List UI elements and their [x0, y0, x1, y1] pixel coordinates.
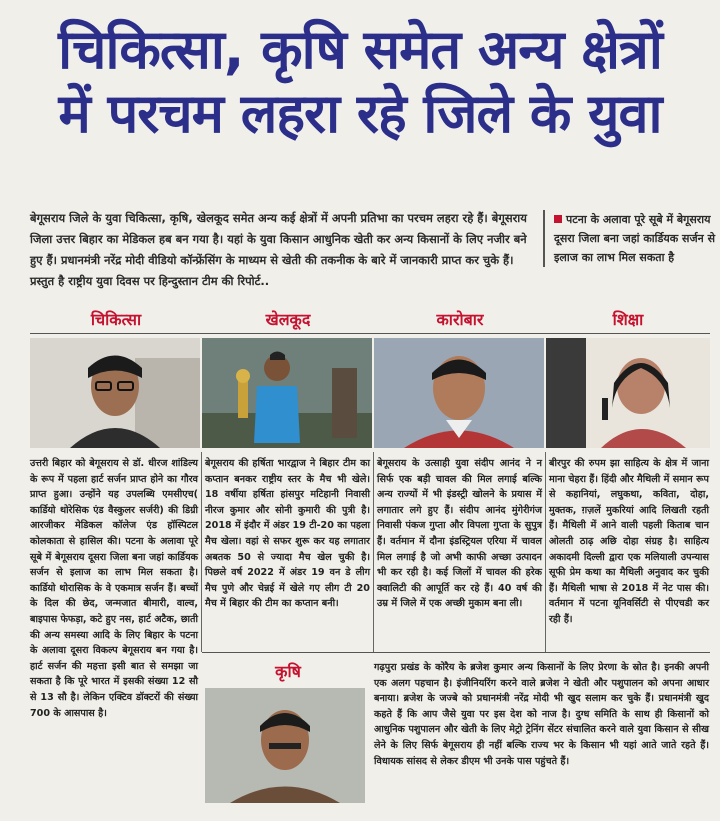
education-photo [546, 338, 710, 448]
sidebar-highlight [543, 210, 720, 267]
business-photo [374, 338, 544, 448]
headline-line-1: चिकित्सा, कृषि समेत अन्य क्षेत्रों [58, 18, 662, 81]
sidebar-highlight-text: पटना के अलावा पूरे सूबे में बेगूसराय दूसरा जिला बना जहां कार्डियक सर्जन से इलाज का लाभ मिल सकता है [554, 213, 716, 264]
agriculture-article: गढ़पुरा प्रखंड के कोरैय के ब्रजेश कुमार अन्य किसानों के लिए प्रेरणा के स्रोत है। इनकी अपनी एक अलग पहचान है। इंजीनियरिंग करने वाले ब्रजेश ने खेती और पशुपालन को अपना आधार बनाया। ब्रजेश के जज्बे को प्रधानमंत्री नरेंद्र मोदी भी खुद सलाम कर चुके हैं। प्रधानमंत्री खुद कहते हैं कि आप जैसे युवा पर इस देश को नाज है। दुग्ध समिति के साथ ही किसानों को आधुनिक पशुपालन और खेती के लिए मेट्रो ट्रेनिंग सेंटर संचालित करने वाले युवा किसान से सीख लेने के लिए सिर्फ बेगूसराय ही नहीं बल्कि राज्य भर के किसान भी यहां आते जाते रहते हैं। विधायक सांसद से लेकर डीएम भी उनके पास पहुंचते हैं। [374, 662, 709, 767]
business-article: बेगूसराय के उत्साही युवा संदीप आनंद ने न सिर्फ एक बड़ी चावल की मिल लगाई बल्कि अन्य राज्यों में भी इंडस्ट्री खोलने के प्रयास में लगातार लगे हुए हैं। संदीप आनंद मुंगेरीगंज निवासी पंकज गुप्ता और विपला गुप्ता के सुपुत्र हैं। वर्तमान में दौना इंडस्ट्रियल एरिया में चावल मिल लगाई है जो अभी काफी अच्छा उत्पादन भी कर रही है। कई जिलों में चावल की हरेक क्वालिटी की आपूर्ति कर रहे हैं। 40 वर्ष की उम्र में जिले में एक अच्छी मुकाम बना ली। [377, 458, 542, 610]
column-divider [373, 452, 374, 652]
sports-article: बेगूसराय की हर्षिता भारद्वाज ने बिहार टीम का कप्तान बनकर राष्ट्रीय स्तर के मैच भी खेले। 18 वर्षीया हर्षिता हांसपुर मटिहानी निवासी नीरज कुमार और सोनी कुमारी की पुत्री है। 2018 में इंदौर में अंडर 19 टी-20 का पहला मैच खेला। वहां से सफर शुरू कर यह लगातार अबतक 50 से ज्यादा मैच खेल चुकी है। पिछले वर्ष 2022 में अंडर 19 वन डे लीग मैच पुणे और चेन्नई में खेले गए लीग टी 20 मैच में बिहार की टीम का कप्तान बनी। [205, 458, 370, 610]
column-divider [545, 452, 546, 652]
section-title-business: कारोबार [436, 310, 484, 329]
section-title-education: शिक्षा [612, 310, 644, 329]
bullet-square-icon [554, 215, 562, 223]
headline [0, 18, 720, 146]
agriculture-photo [205, 688, 365, 803]
medical-photo [30, 338, 200, 448]
sports-photo [202, 338, 372, 448]
medical-article: उत्तरी बिहार को बेगूसराय से डॉ. धीरज शांडिल्य के रूप में पहला हार्ट सर्जन प्राप्त होने का गौरव प्राप्त हुआ। उन्होंने यह उपलब्धि एमसीएच( कार्डियो थोरेसिक एंड वैस्कुलर सर्जरी) की डिग्री आरजीकर मेडिकल कॉलेज एंड हॉस्पिटल कोलकाता से हासिल की। पटना के अलावा पूरे सूबे में बेगूसराय दूसरा जिला बना जहां कार्डियक सर्जन से इलाज का लाभ मिल सकता है। कार्डियो थोरासिक के वे एकमात्र सर्जन हैं। बच्चों के दिल की छेद, जन्मजात बीमारी, वाल्व, बाइपास फेफड़ा, कटे हुए नस, हार्ट अटैक, छाती की अन्य समस्या आदि के लिए बिहार के पटना के अलावा दूसरा विकल्प बेगूसराय बन गया है। हार्ट सर्जन की महत्ता इसी बात से समझा जा सकता है कि पूरे भारत में इसकी संख्या 12 सौ से 13 सौ है। लेकिन एक्टिव डॉक्टरों की संख्या 700 के आसपास है। [30, 458, 198, 719]
section-title-agriculture: कृषि [275, 662, 301, 681]
section-title-medical: चिकित्सा [90, 310, 142, 329]
intro-paragraph: बेगूसराय जिले के युवा चिकित्सा, कृषि, खेलकूद समेत अन्य कई क्षेत्रों में अपनी प्रतिभा का परचम लहरा रहे हैं। बेगूसराय जिला उत्तर बिहार का मेडिकल हब बन गया है। यहां के युवा किसान आधुनिक खेती कर अन्य किसानों के लिए नजीर बने हुए हैं। प्रधानमंत्री नरेंद्र मोदी वीडियो कॉन्फ्रेंसिंग के माध्यम से खेती की तकनीक के बारे में जानकारी प्राप्त कर चुके हैं। प्रस्तुत है राष्ट्रीय युवा दिवस पर हिन्दुस्तान टीम की रिपोर्ट.. [30, 211, 527, 288]
column-divider [201, 452, 202, 652]
section-title-sports: खेलकूद [265, 310, 311, 329]
education-article: बीरपुर की रुपम झा साहित्य के क्षेत्र में जाना माना चेहरा हैं। हिंदी और मैथिली में समान रूप से कहानियां, लघुकथा, कविता, दोहा, मुक्तक, ग़ज़लें मुकरियां आदि लिखती रहती हैं। मैथिली में आने वाली पहली किताब चान ओलती ठाढ़ अछि दोहा संग्रह है। साहित्य अकादमी दिल्ली द्वारा एक मलियाली उपन्यास सूफी प्रेम कथा का मैथिली अनुवाद कर चुकी हैं। मैथिली भाषा से 2018 में नेट पास की। वर्तमान में पटना यूनिवर्सिटी से पीएचडी कर रही हैं। [549, 458, 709, 625]
headline-line-2: में परचम लहरा रहे जिले के युवा [58, 82, 662, 145]
section-divider [202, 652, 710, 653]
